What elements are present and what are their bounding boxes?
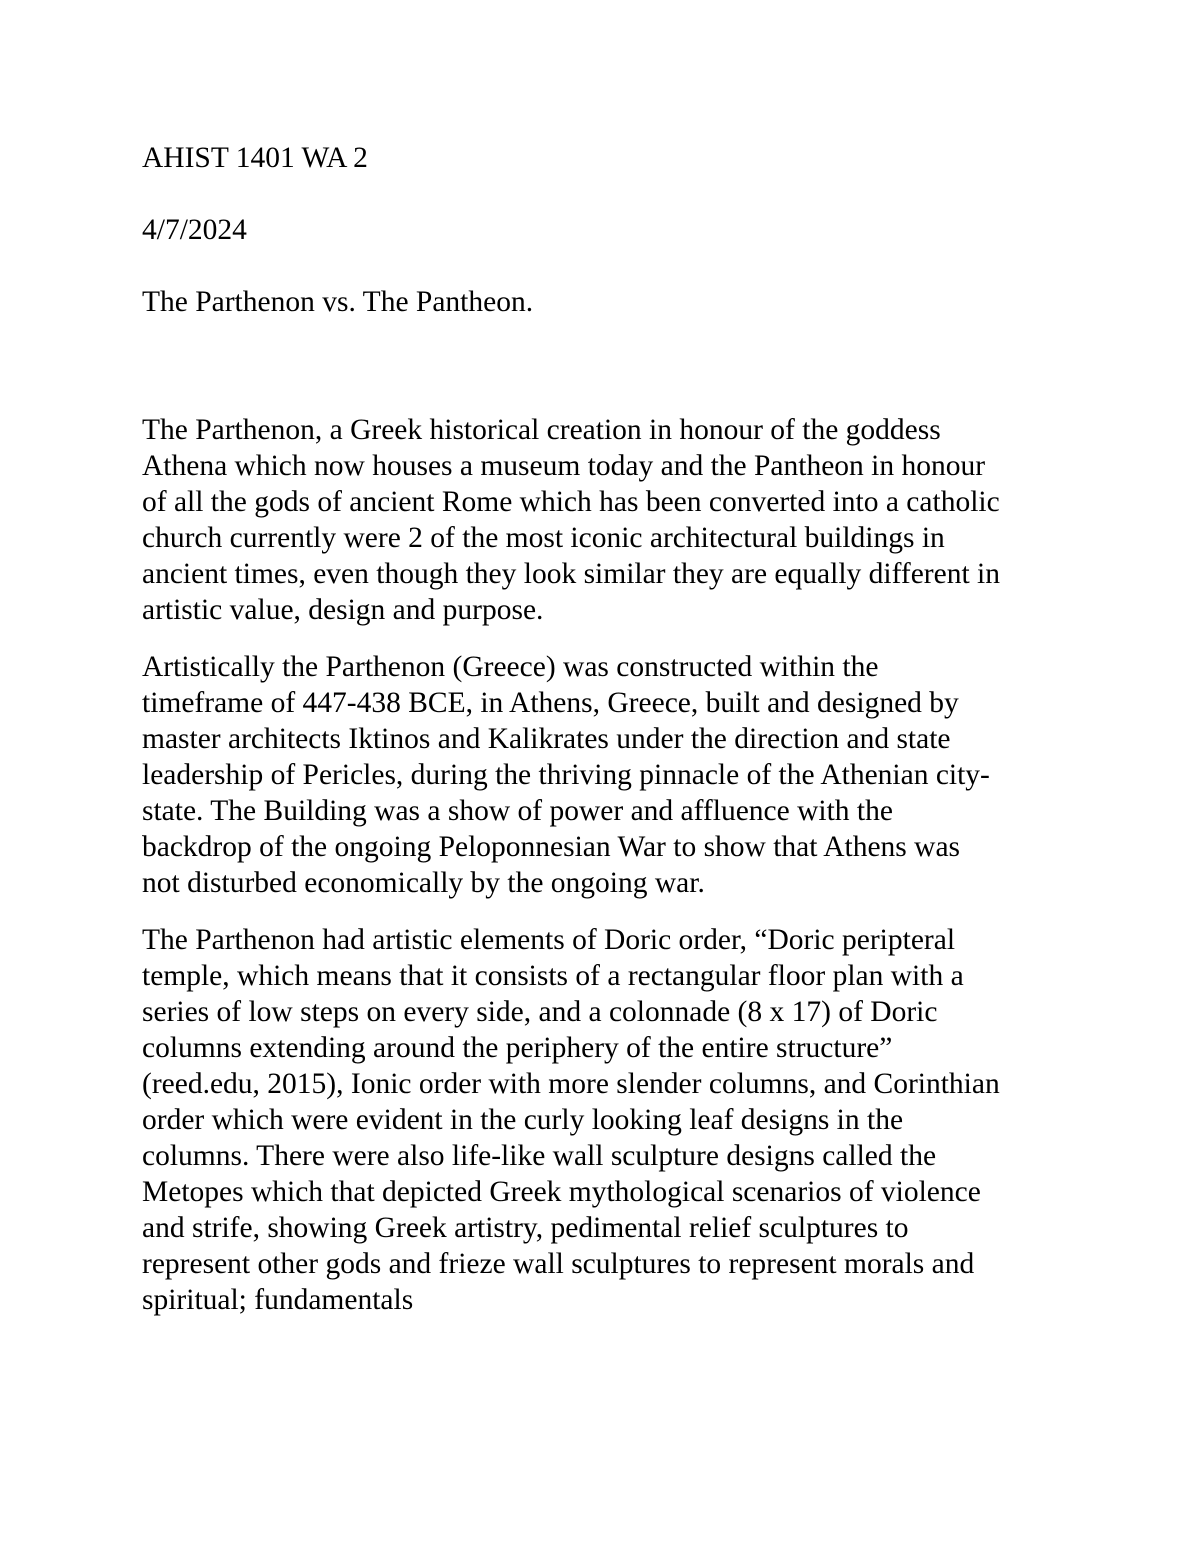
course-code: AHIST 1401 WA 2 (142, 142, 368, 174)
document-body (142, 140, 1062, 1339)
paragraph-artistic-elements: The Parthenon had artistic elements of Doric order, “Doric peripteral temple, which means that it consists of a rectangular floor plan with a series of low steps on every side, and a colonnade (8 x 17) of Doric columns extending around the periphery of the entire structure” (reed.edu, 2015), Ionic order with more slender columns, and Corinthian order which were evident in the curly looking leaf designs in the columns. There were also life-like wall sculpture designs called the Metopes which that depicted Greek mythological scenarios of violence and strife, showing Greek artistry, pedimental relief sculptures to represent other gods and frieze wall sculptures to represent morals and spiritual; fundamentals (142, 924, 1000, 1316)
paragraph-artistic-history: Artistically the Parthenon (Greece) was constructed within the timeframe of 447-438 BCE, in Athens, Greece, built and designed by master architects Iktinos and Kalikrates under the direction and state leadership of Pericles, during the thriving pinnacle of the Athenian city- state. The Building was a show of power and affluence with the backdrop of the ongoing Peloponnesian War to show that Athens was not disturbed economically by the ongoing war. (142, 651, 990, 899)
paragraph-intro: The Parthenon, a Greek historical creation in honour of the goddess Athena which now houses a museum today and the Pantheon in honour of all the gods of ancient Rome which has been converted into a catholic church currently were 2 of the most iconic architectural buildings in ancient times, even though they look similar they are equally different in artistic value, design and purpose. (142, 414, 1000, 626)
document-title: The Parthenon vs. The Pantheon. (142, 286, 534, 318)
document-date: 4/7/2024 (142, 214, 247, 246)
